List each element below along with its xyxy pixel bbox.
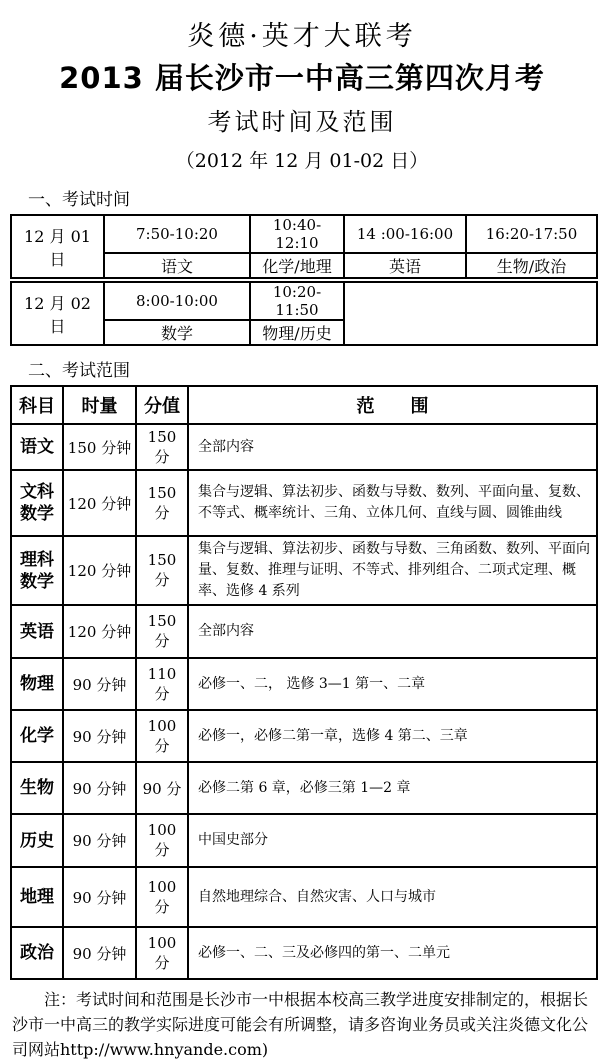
scope-header-subject: 科目 [11, 386, 63, 424]
subject-scope: 必修一、二、三及必修四的第一、二单元 [188, 927, 597, 979]
subject-score: 100 分 [136, 710, 188, 762]
scope-row-biology [11, 762, 597, 814]
subject-scope: 集合与逻辑、算法初步、函数与导数、三角函数、数列、平面向量、复数、推理与证明、不等式、排列组合、二项式定理、概率、选修 4 系列 [188, 536, 597, 605]
scope-row-history [11, 814, 597, 867]
subject-duration: 90 分钟 [63, 710, 136, 762]
subject-name: 地理 [11, 867, 63, 927]
subject-score: 150 分 [136, 536, 188, 605]
schedule-time-cell: 10:40-12:10 [250, 215, 344, 253]
subject-duration: 90 分钟 [63, 927, 136, 979]
schedule-day2-times-row [11, 282, 597, 320]
exam-subtitle: 考试时间及范围 [207, 108, 397, 136]
section-label-exam-scope: 二、考试范围 [28, 361, 130, 381]
subject-score: 100 分 [136, 867, 188, 927]
scope-header-scope: 范 围 [188, 386, 597, 424]
subject-name: 理科数学 [11, 536, 63, 605]
schedule-time-cell: 8:00-10:00 [104, 282, 250, 320]
subject-name: 英语 [11, 605, 63, 658]
subject-scope: 全部内容 [188, 605, 597, 658]
scope-row-politics [11, 927, 597, 979]
subject-scope: 自然地理综合、自然灾害、人口与城市 [188, 867, 597, 927]
schedule-date-cell: 12 月 01 日 [11, 215, 104, 278]
subject-duration: 90 分钟 [63, 658, 136, 710]
footer-note: 注：考试时间和范围是长沙市一中根据本校高三教学进度安排制定的，根据长沙市一中高三的教学实际进度可能会有所调整，请多咨询业务员或关注炎德文化公司网站http://www.hnyande.com) [12, 990, 589, 1059]
schedule-day1-times-row [11, 215, 597, 253]
scope-row-english [11, 605, 597, 658]
subject-duration: 90 分钟 [63, 867, 136, 927]
schedule-time-cell: 10:20-11:50 [250, 282, 344, 320]
scope-header-row [11, 386, 597, 424]
subject-name: 化学 [11, 710, 63, 762]
subject-duration: 90 分钟 [63, 762, 136, 814]
scope-row-liberal-arts-math [11, 470, 597, 536]
subject-name: 语文 [11, 424, 63, 470]
section-label-exam-time: 一、考试时间 [28, 190, 130, 210]
schedule-subject-cell: 化学/地理 [250, 253, 344, 278]
subject-score: 150 分 [136, 605, 188, 658]
subject-duration: 90 分钟 [63, 814, 136, 867]
scope-row-geography [11, 867, 597, 927]
schedule-empty-cell [344, 282, 597, 345]
scope-table [10, 385, 598, 980]
schedule-subject-cell: 生物/政治 [466, 253, 597, 278]
subject-name: 政治 [11, 927, 63, 979]
subject-duration: 120 分钟 [63, 536, 136, 605]
subject-duration: 120 分钟 [63, 605, 136, 658]
schedule-time-cell: 7:50-10:20 [104, 215, 250, 253]
subject-scope: 必修一，必修二第一章，选修 4 第二、三章 [188, 710, 597, 762]
exam-date-range: （2012 年 12 月 01-02 日） [175, 150, 429, 172]
subject-name: 文科数学 [11, 470, 63, 536]
subject-scope: 必修一、二， 选修 3—1 第一、二章 [188, 658, 597, 710]
subject-name: 物理 [11, 658, 63, 710]
subject-name: 历史 [11, 814, 63, 867]
schedule-time-cell: 16:20-17:50 [466, 215, 597, 253]
subject-score: 150 分 [136, 470, 188, 536]
schedule-date-cell: 12 月 02 日 [11, 282, 104, 345]
subject-duration: 120 分钟 [63, 470, 136, 536]
schedule-time-cell: 14 :00-16:00 [344, 215, 466, 253]
brand-title: 炎德·英才大联考 [187, 21, 417, 52]
subject-score: 150 分 [136, 424, 188, 470]
schedule-subject-cell: 物理/历史 [250, 320, 344, 345]
subject-scope: 集合与逻辑、算法初步、函数与导数、数列、平面向量、复数、不等式、概率统计、三角、立体几何、直线与圆、圆锥曲线 [188, 470, 597, 536]
scope-row-chinese [11, 424, 597, 470]
schedule-subject-cell: 英语 [344, 253, 466, 278]
subject-scope: 中国史部分 [188, 814, 597, 867]
subject-duration: 150 分钟 [63, 424, 136, 470]
subject-score: 100 分 [136, 814, 188, 867]
subject-score: 100 分 [136, 927, 188, 979]
exam-title: 2013 届长沙市一中高三第四次月考 [59, 61, 545, 95]
schedule-subject-cell: 语文 [104, 253, 250, 278]
scope-row-science-math [11, 536, 597, 605]
subject-name: 生物 [11, 762, 63, 814]
scope-row-chemistry [11, 710, 597, 762]
schedule-table-day2 [10, 281, 598, 346]
schedule-table-day1 [10, 214, 598, 279]
subject-score: 110 分 [136, 658, 188, 710]
scope-row-physics [11, 658, 597, 710]
subject-scope: 全部内容 [188, 424, 597, 470]
scope-header-duration: 时量 [63, 386, 136, 424]
subject-score: 90 分 [136, 762, 188, 814]
subject-scope: 必修二第 6 章，必修三第 1—2 章 [188, 762, 597, 814]
schedule-subject-cell: 数学 [104, 320, 250, 345]
scope-header-score: 分值 [136, 386, 188, 424]
